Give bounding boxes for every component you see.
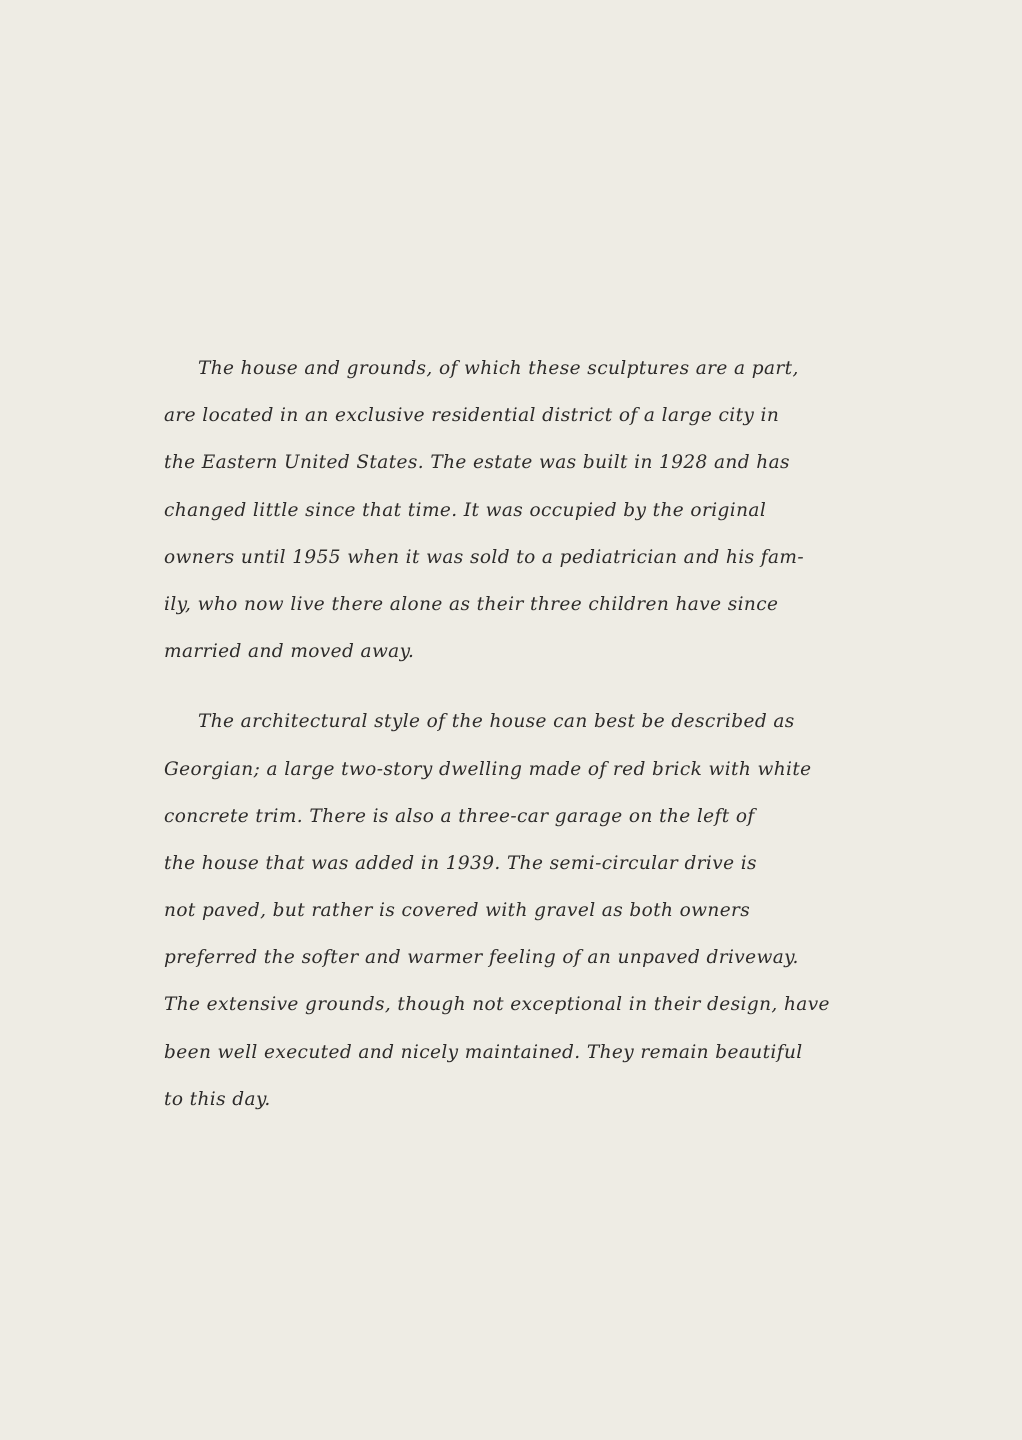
paragraph-2 [164, 698, 884, 1123]
text-line: changed little since that time. It was occupied by the original [164, 499, 767, 521]
text-line: the house that was added in 1939. The semi-circular drive is [164, 852, 757, 874]
paragraph-spacer [164, 675, 884, 698]
text-line: are located in an exclusive residential district of a large city in [164, 405, 780, 427]
body-text [164, 345, 884, 1123]
text-line: been well executed and nicely maintained. They remain beautiful [164, 1041, 803, 1063]
text-line: to this day. [164, 1088, 271, 1110]
text-line: not paved, but rather is covered with gravel as both owners [164, 900, 751, 922]
text-line: ily, who now live there alone as their three children have since [164, 593, 779, 615]
text-line: the Eastern United States. The estate was built in 1928 and has [164, 452, 790, 474]
text-line: married and moved away. [164, 641, 415, 663]
text-line: The architectural style of the house can best be described as [198, 711, 795, 733]
text-line: The house and grounds, of which these sculptures are a part, [198, 358, 799, 379]
text-line: Georgian; a large two-story dwelling made of red brick with white [164, 758, 812, 780]
text-line: preferred the softer and warmer feeling of an unpaved driveway. [164, 947, 799, 969]
text-line: The extensive grounds, though not exceptional in their design, have [164, 994, 830, 1016]
paragraph-1 [164, 345, 884, 675]
text-line: owners until 1955 when it was sold to a pediatrician and his fam- [164, 546, 805, 568]
text-line: concrete trim. There is also a three-car garage on the left of [164, 805, 755, 827]
